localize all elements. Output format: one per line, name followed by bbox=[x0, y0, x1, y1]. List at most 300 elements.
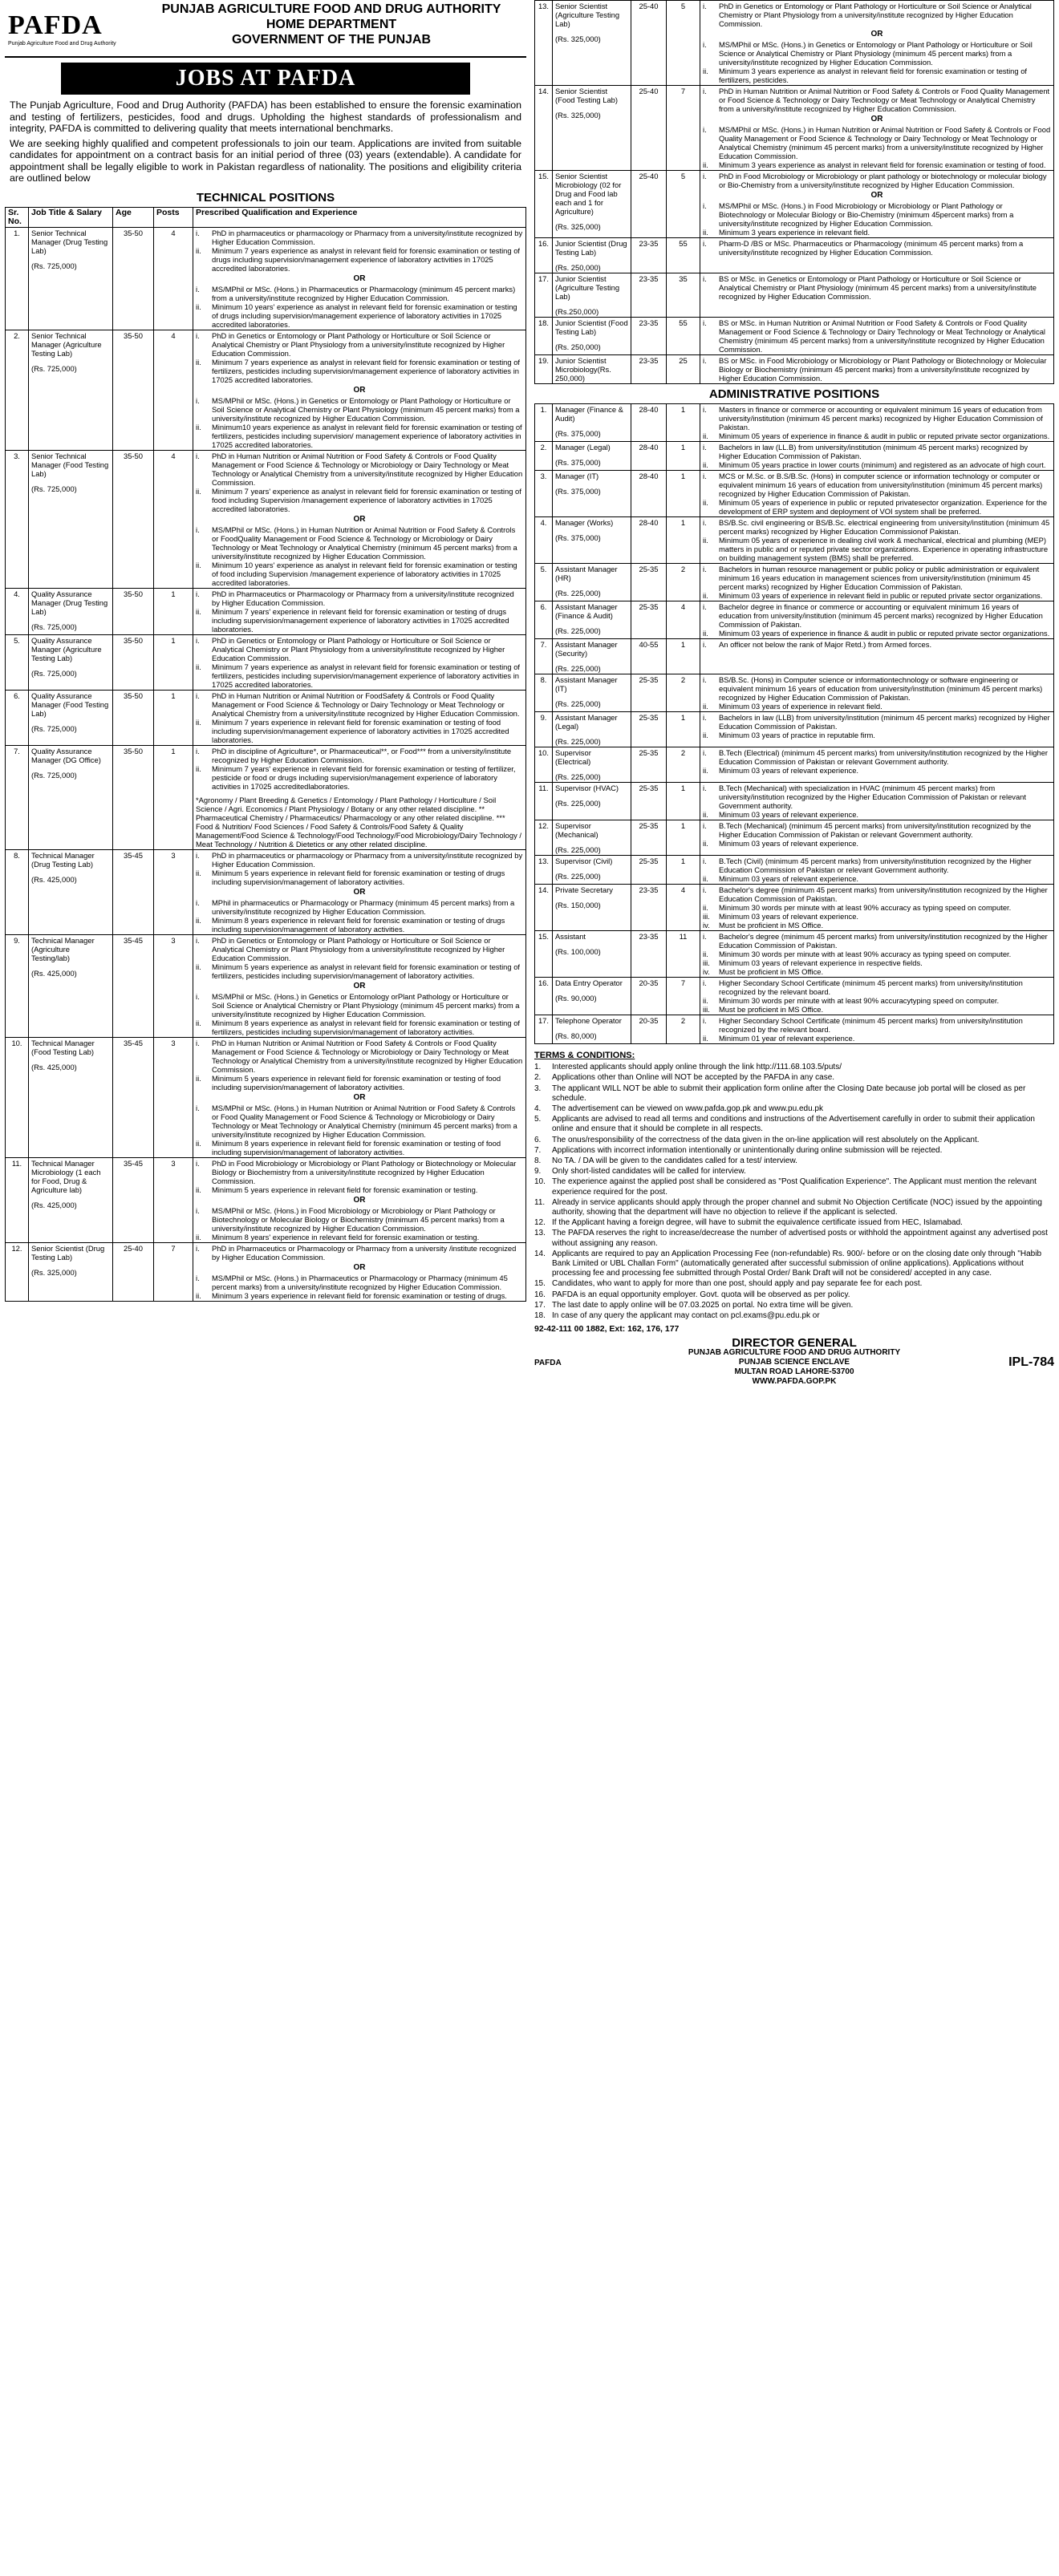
footer-brand: PAFDA bbox=[534, 1358, 562, 1367]
footer-addr1: PUNJAB SCIENCE ENCLAVE bbox=[738, 1358, 850, 1367]
table-row bbox=[535, 355, 1054, 384]
qualification-number: ii. bbox=[196, 606, 201, 616]
qualification-number: i. bbox=[196, 330, 200, 340]
qualification-text: Must be proficient in MS Office. bbox=[719, 1005, 824, 1014]
qualification-line bbox=[196, 589, 523, 607]
qualification-number: i. bbox=[703, 472, 707, 480]
qualification-line bbox=[703, 460, 1051, 469]
qualification-text: MS/MPhil or MSc. (Hons.) in Human Nutrition or Animal Nutrition or Food Safety & Controls or Food Quality Management or Food Science & Technology or Microbiology or Dairy Technology or Meat Technology or Analytical Chemistry (minimum 45 percent marks) from a university/institute recognized by Higher Education Commission. bbox=[212, 1103, 517, 1139]
qualification-number: iii. bbox=[703, 912, 710, 921]
qualification-text: MS/MPhil or MSc. (Hons.) in Human Nutrition or Animal Nutrition or Food Safety & Controls or FoodQuality Management or Food Science & Technology or Microbiology or Dairy Technology or Meat Technology or Analytical Chemistry (minimum 45 percent marks) from a university/institute recognized by Higher Education Commission. bbox=[212, 525, 517, 561]
qualification-line bbox=[703, 498, 1051, 516]
qualification-number: ii. bbox=[196, 560, 201, 569]
job-title: Senior Technical Manager (Agriculture Testing Lab) bbox=[31, 330, 102, 358]
qualification-line bbox=[703, 239, 1051, 257]
row-sr: 4. bbox=[6, 588, 29, 634]
qualification-number: i. bbox=[703, 318, 707, 327]
qualification-text: Minimum 05 years of experience in public or reputed privatesector organization. Experience for the development of ERP system and deployment of VOI system shall be preferred. bbox=[719, 498, 1048, 516]
qualification-line bbox=[703, 996, 1051, 1005]
job-title: Junior Scientist (Drug Testing Lab) bbox=[555, 239, 627, 257]
qualification-text: Minimum 3 years experience in relevant field for forensic examination or testing of drugs. bbox=[212, 1290, 507, 1300]
qualification-text: Minimum 3 years experience in relevant field. bbox=[719, 228, 870, 237]
term-number: 1. bbox=[534, 1063, 542, 1072]
qualification-number: i. bbox=[196, 1103, 200, 1112]
qualification-text: PhD in Genetics or Entomology or Plant Pathology or Horticulture or Soil Science or Analytical Chemistry or Plant Physiology from a university/institute recognized by Higher Education Commission. bbox=[212, 330, 505, 358]
qualification-line bbox=[196, 691, 523, 718]
qualification-number: i. bbox=[703, 356, 707, 365]
qualification-text: Minimum 30 words per minute with at least 90% accuracy as typing speed on computer. bbox=[719, 950, 1012, 958]
table-row bbox=[6, 1242, 526, 1301]
row-sr: 14. bbox=[535, 86, 553, 171]
table-row bbox=[6, 745, 526, 849]
qualification-line bbox=[196, 1206, 523, 1233]
qualification-text: BS/B.Sc. (Hons) in Computer science or informationtechnology or software engineering or equivalent minimum 16 years of education from university/institution (minimum 45 percent marks) recognized by Higher Education Commission of Pakistan. bbox=[719, 675, 1043, 702]
row-age: 25-35 bbox=[631, 564, 667, 601]
qualification-number: i. bbox=[703, 784, 707, 792]
term-number: 3. bbox=[534, 1083, 542, 1093]
row-qualification bbox=[700, 885, 1054, 931]
header-text bbox=[136, 0, 526, 56]
qualification-text: Minimum 7 years experience as analyst in relevant field for forensic examination or testing of fertilizers, pesticides including supervision/management experience of laboratory activities in 17025 accredited laboratories. bbox=[212, 662, 521, 689]
qualification-text: Minimum 8 years' experience in relevant field for forensic examination or testing. bbox=[212, 1232, 480, 1241]
row-posts: 4 bbox=[154, 227, 193, 330]
row-posts: 3 bbox=[154, 934, 193, 1037]
table-row bbox=[6, 1157, 526, 1242]
row-job bbox=[553, 318, 631, 355]
job-title: Manager (Works) bbox=[555, 518, 614, 527]
row-qualification bbox=[700, 404, 1054, 442]
qualification-text: Minimum 30 words per minute with at least 90% accuracy as typing speed on computer. bbox=[719, 903, 1012, 912]
table-row bbox=[535, 171, 1054, 238]
row-qualification bbox=[700, 273, 1054, 318]
term-text: No TA. / DA will be given to the candidates called for a test/ interview. bbox=[552, 1156, 797, 1166]
qualification-line bbox=[196, 962, 523, 980]
term-item bbox=[534, 1073, 1054, 1083]
qualification-number: i. bbox=[703, 274, 707, 283]
row-posts: 1 bbox=[667, 639, 700, 674]
table-row bbox=[535, 820, 1054, 856]
qualification-text: Bachelors in law (LLB) from university/institution (minimum 45 percent marks) recognized by Higher Education Commission of Pakistan. bbox=[719, 713, 1050, 731]
row-sr: 9. bbox=[6, 934, 29, 1037]
row-sr: 17. bbox=[535, 273, 553, 318]
row-sr: 1. bbox=[535, 404, 553, 442]
job-salary: (Rs. 225,000) bbox=[555, 872, 601, 881]
qualification-line bbox=[196, 1274, 523, 1291]
row-job bbox=[29, 634, 113, 690]
qualification-text: B.Tech (Mechanical) with specialization in HVAC (minimum 45 percent marks) from university/institution recognized by the Higher Education Commission of Pakistan or relevant Government authority. bbox=[719, 784, 1027, 810]
table-row bbox=[6, 934, 526, 1037]
row-age: 25-40 bbox=[113, 1242, 154, 1301]
qualification-line bbox=[703, 932, 1051, 950]
job-salary: (Rs. 725,000) bbox=[31, 668, 77, 678]
row-job bbox=[29, 934, 113, 1037]
row-qualification bbox=[700, 471, 1054, 517]
qualification-line bbox=[196, 246, 523, 273]
qualification-number: i. bbox=[196, 525, 200, 534]
job-title: Assistant Manager (HR) bbox=[555, 565, 618, 582]
qualification-number: i. bbox=[703, 885, 707, 894]
term-number: 11. bbox=[534, 1197, 546, 1207]
qualification-line bbox=[703, 675, 1051, 702]
qualification-number: i. bbox=[196, 1243, 200, 1253]
term-number: 5. bbox=[534, 1115, 542, 1124]
qualification-line bbox=[703, 640, 1051, 649]
qualification-text: Minimum 8 years experience in relevant field for forensic examination or testing of drugs including supervision/management of laboratory activities. bbox=[212, 915, 505, 934]
row-job bbox=[553, 1, 631, 86]
or-separator: OR bbox=[353, 1092, 366, 1102]
row-sr: 19. bbox=[535, 355, 553, 384]
qualification-line bbox=[703, 821, 1051, 839]
job-salary: (Rs. 325,000) bbox=[555, 111, 601, 119]
qualification-number: i. bbox=[703, 640, 707, 649]
row-posts: 25 bbox=[667, 355, 700, 384]
qualification-line bbox=[196, 1185, 523, 1194]
row-job bbox=[553, 471, 631, 517]
qualification-line bbox=[196, 1244, 523, 1262]
row-age: 20-35 bbox=[631, 1015, 667, 1044]
qualification-number: i. bbox=[196, 850, 200, 860]
qualification-number: i. bbox=[196, 935, 200, 945]
row-age: 35-50 bbox=[113, 745, 154, 849]
row-age: 23-35 bbox=[631, 931, 667, 978]
qualification-text: An officer not below the rank of Major Retd.) from Armed forces. bbox=[719, 640, 932, 649]
qualification-line bbox=[196, 229, 523, 246]
term-number: 14. bbox=[534, 1249, 546, 1258]
qualification-text: Minimum10 years experience as analyst in relevant field for forensic examination or testing of fertilizers, pesticides including supervision/ management experience of laboratory activities in 17025 accredited laboratories. bbox=[212, 422, 522, 449]
qualification-text: PhD in Human Nutrition or Animal Nutrition or Food Safety & Controls or Food Quality Management or Food Science & Technology or Microbiology or Dairy Technology or Meat Technology or Analytical Chemistry from a university/institute recognized by Higher Education Commission. bbox=[212, 451, 523, 487]
qualification-line bbox=[196, 662, 523, 689]
term-text: Candidates, who want to apply for more than one post, should apply and pay separate fee for each post. bbox=[552, 1279, 923, 1289]
qualification-number: ii. bbox=[703, 228, 708, 237]
row-job bbox=[553, 856, 631, 885]
table-row bbox=[535, 601, 1054, 639]
row-age: 23-35 bbox=[631, 273, 667, 318]
footer-web: WWW.PAFDA.GOP.PK bbox=[752, 1377, 837, 1387]
term-item bbox=[534, 1104, 1054, 1114]
row-job bbox=[553, 931, 631, 978]
job-salary: (Rs. 375,000) bbox=[555, 533, 601, 542]
row-job bbox=[553, 1015, 631, 1044]
row-job bbox=[553, 639, 631, 674]
term-item bbox=[534, 1279, 1054, 1289]
qualification-number: ii. bbox=[196, 962, 201, 971]
qualification-number: ii. bbox=[703, 536, 708, 545]
row-qualification bbox=[700, 856, 1054, 885]
table-row bbox=[535, 674, 1054, 712]
table-row bbox=[6, 330, 526, 450]
qualification-line bbox=[196, 869, 523, 886]
row-age: 35-50 bbox=[113, 634, 154, 690]
row-qualification bbox=[700, 601, 1054, 639]
qualification-text: PhD in Genetics or Entomology or Plant Pathology or Horticulture or Soil Science or Analytical Chemistry or Plant Physiology from a university/institute recognized by Higher Education Commission. bbox=[212, 935, 505, 962]
qualification-number: ii. bbox=[703, 731, 708, 739]
job-title: Senior Technical Manager (Food Testing Lab) bbox=[31, 451, 109, 478]
qualification-number: i. bbox=[703, 675, 707, 684]
qualification-line bbox=[196, 302, 523, 329]
job-title: Quality Assurance Manager (Agriculture Testing Lab) bbox=[31, 635, 102, 662]
row-qualification bbox=[700, 442, 1054, 471]
qualification-line bbox=[703, 356, 1051, 383]
row-posts: 1 bbox=[154, 690, 193, 745]
row-job bbox=[553, 783, 631, 820]
job-title: Senior Technical Manager (Drug Testing Lab) bbox=[31, 228, 108, 255]
term-item bbox=[534, 1301, 1054, 1310]
row-job bbox=[29, 1037, 113, 1157]
row-qualification bbox=[193, 849, 526, 934]
qualification-line bbox=[196, 1291, 523, 1300]
qualification-text: MPhil in pharmaceutics or Pharmacology or Pharmacy (minimum 45 percent marks) from a university/institute recognized by Higher Education Commission. bbox=[212, 897, 515, 916]
row-age: 28-40 bbox=[631, 404, 667, 442]
term-item bbox=[534, 1167, 1054, 1177]
job-title: Private Secretary bbox=[555, 885, 613, 894]
term-text: Interested applicants should apply online through the link http://111.68.103.5/puts/ bbox=[552, 1063, 842, 1072]
qualification-number: ii. bbox=[196, 1138, 201, 1148]
job-salary: (Rs. 725,000) bbox=[31, 363, 77, 373]
job-title: Technical Manager (Agriculture Testing/lab) bbox=[31, 935, 95, 962]
qualification-number: ii. bbox=[703, 903, 708, 912]
row-posts: 5 bbox=[667, 1, 700, 86]
or-separator: OR bbox=[870, 191, 883, 200]
qualification-line bbox=[196, 636, 523, 662]
admin-heading: ADMINISTRATIVE POSITIONS bbox=[708, 387, 880, 401]
row-qualification bbox=[193, 690, 526, 745]
table-row bbox=[535, 712, 1054, 747]
qualification-number: i. bbox=[703, 172, 707, 180]
row-job bbox=[553, 564, 631, 601]
row-sr: 5. bbox=[6, 634, 29, 690]
qualification-number: i. bbox=[196, 897, 200, 907]
qualification-number: i. bbox=[196, 635, 200, 645]
table-row bbox=[535, 856, 1054, 885]
qualification-line bbox=[703, 978, 1051, 996]
term-text: The PAFDA reserves the right to increase/decrease the number of advertised posts or withhold the appointment against any advertised post without assigning any reason. bbox=[552, 1229, 1048, 1248]
job-title: Quality Assurance Manager (DG Office) bbox=[31, 746, 101, 764]
row-job bbox=[553, 517, 631, 564]
qualification-text: BS or MSc. in Genetics or Entomology or Plant Pathology or Horticulture or Soil Science or Analytical Chemistry or Plant Physiology (minimum 45 percent marks) from a university/institute recognized by Higher Education Commission. bbox=[719, 274, 1037, 301]
qualification-text: Minimum 5 years experience as analyst in relevant field for forensic examination or testing of fertilizers, pesticides including supervision/management of laboratory activities. bbox=[212, 962, 521, 980]
technical-body-left bbox=[6, 227, 526, 1301]
qualification-number: ii. bbox=[703, 766, 708, 775]
row-job bbox=[553, 86, 631, 171]
qualification-number: iv. bbox=[703, 921, 710, 930]
row-age: 25-35 bbox=[631, 712, 667, 747]
job-title: Technical Manager (Drug Testing Lab) bbox=[31, 850, 95, 869]
qualification-number: ii. bbox=[196, 1185, 201, 1194]
qualification-text: Must be proficient in MS Office. bbox=[719, 921, 824, 930]
qualification-text: Minimum 03 years of experience in relevant field. bbox=[719, 702, 882, 711]
qualification-line bbox=[703, 228, 1051, 237]
job-salary: (Rs.250,000) bbox=[555, 307, 599, 316]
qualification-number: ii. bbox=[703, 498, 708, 507]
qualification-text: PhD in Food Microbiology or Microbiology or Plant Pathology or Biotechnology or Molecular Biology or Biochemistry from a university/institute recognized by Higher Education Commission. bbox=[212, 1158, 517, 1185]
qualification-text: MS/MPhil or MSc. (Hons.) in Pharmaceutics or Pharmacology or Pharmacy (minimum 45 percent marks) from a university/institute recognized by Higher Education Commission. bbox=[212, 1273, 508, 1291]
qualification-text: Masters in finance or commerce or accounting or equivalent minimum 16 years of education from university/institution (minimum 45 percent marks) recognized by Higher Education Commission of Pakistan. bbox=[719, 405, 1043, 431]
qualification-number: i. bbox=[703, 857, 707, 865]
row-qualification bbox=[193, 634, 526, 690]
row-posts: 2 bbox=[667, 674, 700, 712]
qualification-text: Minimum 7 years' experience in relevant field for forensic examination or testing of drugs including supervision/management experience of laboratory activities in 17025 accredited laboratories. bbox=[212, 606, 509, 634]
qualification-line bbox=[703, 591, 1051, 600]
footer bbox=[534, 1336, 1054, 1387]
footer-signature bbox=[607, 1336, 982, 1387]
job-salary: (Rs. 225,000) bbox=[555, 737, 601, 746]
qualification-number: i. bbox=[703, 405, 707, 414]
row-job bbox=[29, 227, 113, 330]
row-qualification bbox=[700, 639, 1054, 674]
row-age: 35-50 bbox=[113, 330, 154, 450]
qualification-text: Minimum 7 years experience as analyst in relevant field for forensic examination or testing of fertilizers, pesticides including supervision/management experience of laboratory activities in 17025 accredited laboratories. bbox=[212, 357, 521, 384]
qualification-number: ii. bbox=[196, 1073, 201, 1083]
qualification-line bbox=[703, 713, 1051, 731]
job-salary: (Rs. 375,000) bbox=[555, 487, 601, 496]
qualification-text: Minimum 8 years experience in relevant field for forensic examination or testing of food including supervision/management of laboratory activities. bbox=[212, 1138, 501, 1156]
row-job bbox=[553, 355, 631, 384]
row-sr: 12. bbox=[535, 820, 553, 856]
job-title: Junior Scientist Microbiology(Rs. 250,000) bbox=[555, 356, 611, 383]
table-header-row bbox=[6, 207, 526, 227]
term-text: Only short-listed candidates will be called for interview. bbox=[552, 1167, 746, 1177]
row-qualification bbox=[193, 1037, 526, 1157]
row-job bbox=[29, 330, 113, 450]
qualification-number: i. bbox=[196, 284, 200, 294]
qualification-text: PhD in Genetics or Entomology or Plant Pathology or Horticulture or Soil Science or Analytical Chemistry or Plant Physiology from a university/institute recognized by Higher Education Commission. bbox=[212, 635, 505, 662]
job-title: Telephone Operator bbox=[555, 1016, 622, 1025]
row-qualification bbox=[700, 318, 1054, 355]
row-qualification bbox=[700, 820, 1054, 856]
row-job bbox=[553, 404, 631, 442]
qualification-text: MS/MPhil or MSc. (Hons.) in Genetics or Entomology orPlant Pathology or Horticulture or Soil Science or Analytical Chemistry or Plant Physiology (minimum 45 percent marks) from a university/institute recognized by Higher Education Commission. bbox=[212, 991, 520, 1019]
qualification-number: i. bbox=[703, 518, 707, 527]
job-salary: (Rs. 425,000) bbox=[31, 968, 77, 978]
row-job bbox=[553, 885, 631, 931]
row-job bbox=[553, 171, 631, 238]
job-title: Junior Scientist (Food Testing Lab) bbox=[555, 318, 628, 336]
qualification-text: B.Tech (Electrical) (minimum 45 percent marks) from university/institution recognized by the Higher Education Commission of Pakistan or relevant Government authority. bbox=[719, 748, 1049, 766]
qualification-number: ii. bbox=[703, 839, 708, 848]
row-posts: 7 bbox=[154, 1242, 193, 1301]
qualification-line bbox=[703, 885, 1051, 903]
qualification-text: Bachelors in human resource management or public policy or public administration or equivalent minimum 16 years education in management sciences from university/institution (minimum 45 percent marks) recognized by Higher Education Commission of Pakistan. bbox=[719, 565, 1040, 591]
row-age: 25-35 bbox=[631, 674, 667, 712]
org-name: PUNJAB AGRICULTURE FOOD AND DRUG AUTHORITY bbox=[161, 2, 501, 16]
admin-table bbox=[534, 403, 1054, 1044]
qualification-line bbox=[703, 565, 1051, 591]
term-text: If the Applicant having a foreign degree, will have to submit the equivalence certificate issued from HEC, Islamabad. bbox=[552, 1218, 963, 1228]
qualification-text: MS/MPhil or MSc. (Hons.) in Human Nutrition or Animal Nutrition or Food Safety & Controls or Food Quality Management or Food Science & Technology or Dairy Technology or Meat Technology or Analytical Chemistry (minimum 45 percent marks) from a university/institute recognized by Higher Education Commission. bbox=[719, 125, 1051, 160]
table-row bbox=[6, 634, 526, 690]
qualification-text: Minimum 7 years' experience as analyst in relevant field for forensic examination or testing of food including Supervision /management experience of laboratory activities in 17025 accredited laboratories. bbox=[212, 486, 521, 513]
row-job bbox=[29, 1242, 113, 1301]
qualification-line bbox=[703, 431, 1051, 440]
row-job bbox=[553, 747, 631, 783]
qualification-line bbox=[703, 160, 1051, 169]
row-age: 35-45 bbox=[113, 1157, 154, 1242]
row-age: 35-50 bbox=[113, 690, 154, 745]
qualification-number: i. bbox=[703, 932, 707, 941]
row-qualification bbox=[193, 1242, 526, 1301]
job-salary: (Rs. 225,000) bbox=[555, 626, 601, 635]
table-row bbox=[535, 86, 1054, 171]
table-row bbox=[535, 931, 1054, 978]
job-salary: (Rs. 375,000) bbox=[555, 429, 601, 438]
row-qualification bbox=[193, 450, 526, 588]
term-text: Applicants are required to pay an Application Processing Fee (non-refundable) Rs. 900/- before or on the closing date only through "Habib Bank Limited or UBL Challan Form" (automatically generated after successful submission of online applications). Applications without processing fee and processing fee submitted through Postal Order/ Bank Draft will not be considered/ accepted in any case. bbox=[552, 1249, 1042, 1278]
row-posts: 35 bbox=[667, 273, 700, 318]
qualification-line bbox=[196, 1019, 523, 1036]
row-posts: 1 bbox=[667, 404, 700, 442]
row-posts: 3 bbox=[154, 1157, 193, 1242]
term-item bbox=[534, 1146, 1054, 1156]
qualification-text: MS/MPhil or MSc. (Hons.) in Genetics or Entomology or Plant Pathology or Horticulture or Soil Science or Analytical Chemistry or Plant Physiology (minimum 45 percent marks) from a university/institute recognized by Higher Education Commission. bbox=[212, 395, 520, 423]
job-salary: (Rs. 225,000) bbox=[555, 845, 601, 854]
job-title: Assistant bbox=[555, 932, 586, 941]
qualification-number: i. bbox=[703, 239, 707, 248]
row-job bbox=[553, 712, 631, 747]
right-column bbox=[534, 0, 1054, 1387]
qualification-text: Minimum 8 years experience as analyst in relevant field for forensic examination or testing of fertilizers, pesticides including supervision/management of laboratory activities. bbox=[212, 1018, 521, 1036]
qualification-text: BS/B.Sc. civil engineering or BS/B.Sc. electrical engineering from university/institution (minimum 45 percent marks) recognized by Higher Education Commissionof Pakistan. bbox=[719, 518, 1050, 536]
job-title: Supervisor (Mechanical) bbox=[555, 821, 598, 839]
qualification-number: i. bbox=[703, 443, 707, 452]
qualification-number: i. bbox=[196, 1038, 200, 1047]
qualification-text: MS/MPhil or MSc. (Hons.) in Food Microbiology or Microbiology or Plant Pathology or Biotechnology or Molecular Biology or Bio-Chemistry (minimum 45percent marks) from a university/institute recognized by Higher Education Commission. bbox=[719, 201, 1014, 228]
row-sr: 14. bbox=[535, 885, 553, 931]
row-job bbox=[553, 601, 631, 639]
qualification-number: ii. bbox=[196, 868, 201, 877]
intro-paragraph-2: We are seeking highly qualified and competent professionals to join our team. Applications are invited from suitable candidates for appointment on a contract basis for an initial period of three (03) years (extendable). A candidate for appointment shall be legally eligible to work in Pakistan regardless of nationality. The positions and eligibility criteria are outlined below bbox=[10, 137, 521, 184]
row-sr: 2. bbox=[535, 442, 553, 471]
technical-heading: TECHNICAL POSITIONS bbox=[196, 190, 335, 205]
qualification-number: ii. bbox=[196, 1232, 201, 1241]
qualification-line bbox=[703, 903, 1051, 912]
qualification-line bbox=[196, 992, 523, 1019]
qualification-number: ii. bbox=[703, 591, 708, 600]
qualification-text: B.Tech (Mechanical) (minimum 45 percent marks) from university/institution recognized by the Higher Education Commission of Pakistan or relevant Government authority. bbox=[719, 821, 1032, 839]
term-number: 15. bbox=[534, 1279, 546, 1289]
or-separator: OR bbox=[870, 30, 883, 38]
job-salary: (Rs. 725,000) bbox=[31, 622, 77, 631]
row-posts: 7 bbox=[667, 978, 700, 1015]
row-posts: 4 bbox=[667, 885, 700, 931]
term-number: 17. bbox=[534, 1300, 546, 1310]
row-sr: 11. bbox=[535, 783, 553, 820]
row-age: 25-40 bbox=[631, 1, 667, 86]
qualification-line bbox=[196, 525, 523, 561]
row-sr: 5. bbox=[535, 564, 553, 601]
qualification-text: Minimum 05 years of experience in dealing civil work & mechanical, electrical and plumbing (MEP) matters in public and or reputed private sector organizations. Experience in operating infrastructure on building management system (BMS) shall be preferred. bbox=[719, 536, 1049, 562]
row-sr: 6. bbox=[535, 601, 553, 639]
term-text: In case of any query the applicant may contact on pcl.exams@pu.edu.pk or bbox=[552, 1311, 820, 1321]
qualification-line bbox=[703, 518, 1051, 536]
row-sr: 15. bbox=[535, 171, 553, 238]
qualification-text: Minimum 03 years of practice in reputable firm. bbox=[719, 731, 875, 739]
table-row bbox=[535, 273, 1054, 318]
job-salary: (Rs. 225,000) bbox=[555, 664, 601, 673]
intro-paragraph-1: The Punjab Agriculture, Food and Drug Authority (PAFDA) has been established to ensure the forensic examination and testing of fertilizers, pesticides, food and drugs. Upholding the highest standards of professionalism and integrity, PAFDA is committed to delivering quality that meets international benchmarks. bbox=[10, 99, 521, 134]
term-text: The advertisement can be viewed on www.pafda.gop.pk and www.pu.edu.pk bbox=[552, 1104, 823, 1114]
qualification-text: Minimum 30 words per minute with at least 90% accuracytyping speed on computer. bbox=[719, 996, 1000, 1005]
qualification-number: i. bbox=[703, 40, 707, 49]
qualification-text: Minimum 7 years' experience in relevant field for forensic examination or testing of fertilizer, pesticide or food or drugs including supervision/management experience of laboratory activities in 17025 accreditedlaboratories. bbox=[212, 763, 516, 791]
qualification-number: i. bbox=[703, 87, 707, 95]
qualification-number: ii. bbox=[196, 915, 201, 925]
job-salary: (Rs. 425,000) bbox=[31, 874, 77, 884]
qualification-line bbox=[703, 405, 1051, 431]
row-qualification bbox=[700, 355, 1054, 384]
job-salary: (Rs. 250,000) bbox=[555, 263, 601, 272]
or-separator: OR bbox=[353, 1195, 366, 1205]
qualification-number: i. bbox=[196, 395, 200, 405]
